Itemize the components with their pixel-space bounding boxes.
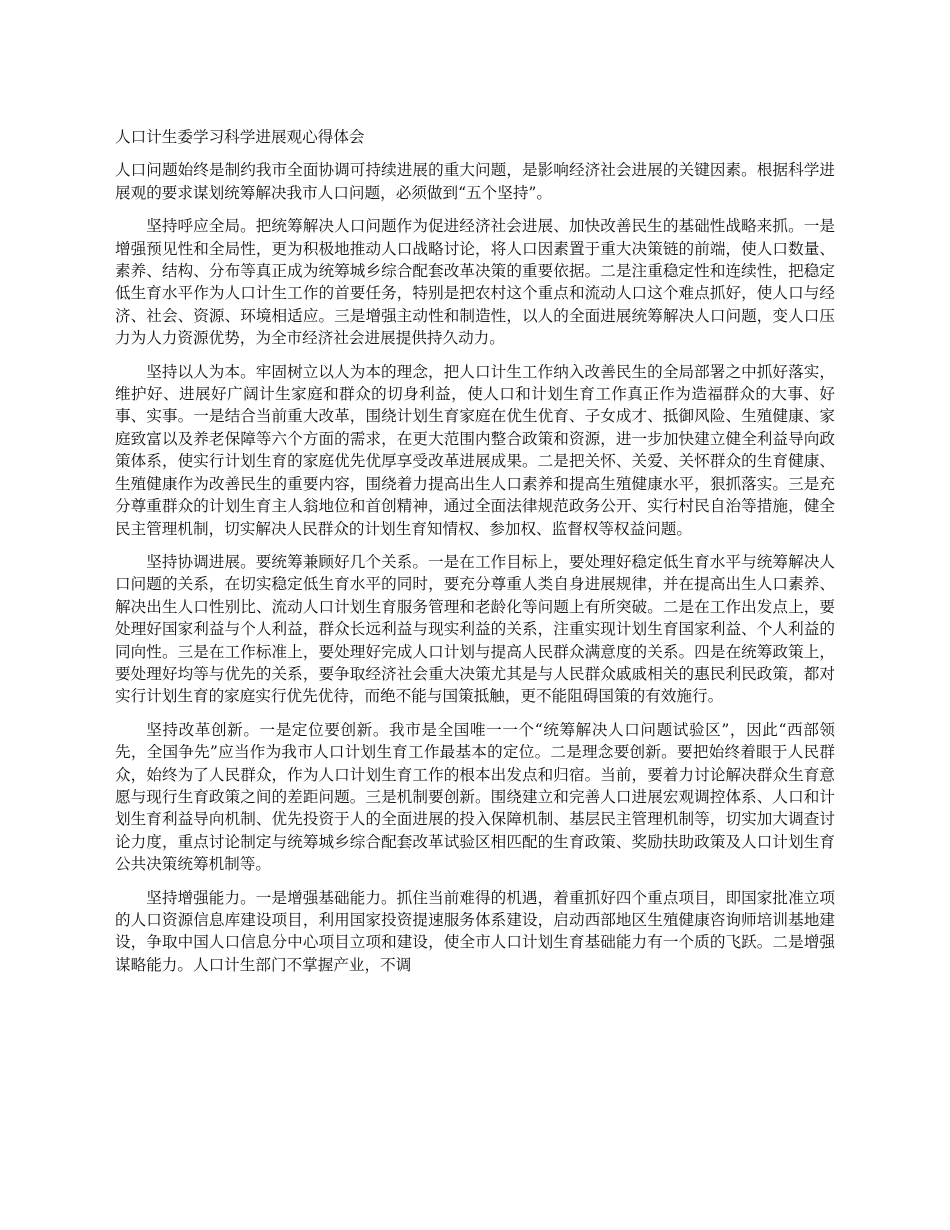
paragraph-coordinated-development: 坚持协调进展。要统筹兼顾好几个关系。一是在工作目标上，要处理好稳定低生育水平与统筹解决人口问题的关系，在切实稳定低生育水平的同时，要充分尊重人类自身进展规律，并在提高出生人口素养、解决出生人口性别比、流动人口计划生育服务管理和老龄化等问题上有所突破。二是在工作出发点上，要处理好国家利益与个人利益，群众长远利益与现实利益的关系，注重实现计划生育国家利益、个人利益的同向性。三是在工作标准上，要处理好完成人口计划与提高人民群众满意度的关系。四是在统筹政策上，要处理好均等与优先的关系，要争取经济社会重大决策尤其是与人民群众戚戚相关的惠民利民政策，都对实行计划生育的家庭实行优先优待，而绝不能与国策抵触，更不能阻碍国策的有效施行。	[115, 552, 835, 706]
paragraph-capacity-building: 坚持增强能力。一是增强基础能力。抓住当前难得的机遇，着重抓好四个重点项目，即国家批准立项的人口资源信息库建设项目，利用国家投资提速服务体系建设，启动西部地区生殖健康咨询师培训基地建设，争取中国人口信息分中心项目立项和建设，使全市人口计划生育基础能力有一个质的飞跃。二是增强谋略能力。人口计生部门不掌握产业，不调	[115, 888, 835, 974]
paragraph-people-oriented: 坚持以人为本。牢固树立以人为本的理念，把人口计生工作纳入改善民生的全局部署之中抓好落实，维护好、进展好广阔计生家庭和群众的切身利益，使人口和计划生育工作真正作为造福群众的大事、好事、实事。一是结合当前重大改革，围绕计划生育家庭在优生优育、子女成才、抵御风险、生殖健康、家庭致富以及养老保障等六个方面的需求，在更大范围内整合政策和资源，进一步加快建立健全利益导向政策体系，使实行计划生育的家庭优先优厚享受改革进展成果。二是把关怀、关爱、关怀群众的生育健康、生殖健康作为改善民生的重要内容，围绕着力提高出生人口素养和提高生殖健康水平，狠抓落实。三是充分尊重群众的计划生育主人翁地位和首创精神，通过全面法律规范政务公开、实行村民自治等措施，健全民主管理机制，切实解决人民群众的计划生育知情权、参加权、监督权等权益问题。	[115, 362, 835, 538]
paragraph-reform-innovation: 坚持改革创新。一是定位要创新。我市是全国唯一一个“统筹解决人口问题试验区”，因此“西部领先，全国争先”应当作为我市人口计划生育工作最基本的定位。二是理念要创新。要把始终着眼于人民群众，始终为了人民群众，作为人口计划生育工作的根本出发点和归宿。当前，要着力讨论解决群众生育意愿与现行生育政策之间的差距问题。三是机制要创新。围绕建立和完善人口进展宏观调控体系、人口和计划生育利益导向机制、优先投资于人的全面进展的投入保障机制、基层民主管理机制等，切实加大调查讨论力度，重点讨论制定与统筹城乡综合配套改革试验区相匹配的生育政策、奖励扶助政策及人口计划生育公共决策统筹机制等。	[115, 720, 835, 874]
document-title: 人口计生委学习科学进展观心得体会	[115, 128, 365, 146]
paragraph-intro: 人口问题始终是制约我市全面协调可持续进展的重大问题，是影响经济社会进展的关键因素。根据科学进展观的要求谋划统筹解决我市人口问题，必须做到“五个坚持”。	[115, 161, 835, 202]
paragraph-overall-situation: 坚持呼应全局。把统筹解决人口问题作为促进经济社会进展、加快改善民生的基础性战略来抓。一是增强预见性和全局性，更为积极地推动人口战略讨论，将人口因素置于重大决策链的前端，使人口数量、素养、结构、分布等真正成为统筹城乡综合配套改革决策的重要依据。二是注重稳定性和连续性，把稳定低生育水平作为人口计生工作的首要任务，特别是把农村这个重点和流动人口这个难点抓好，使人口与经济、社会、资源、环境相适应。三是增强主动性和制造性，以人的全面进展统筹解决人口问题，变人口压力为人力资源优势，为全市经济社会进展提供持久动力。	[115, 217, 835, 348]
document-page	[115, 126, 835, 987]
